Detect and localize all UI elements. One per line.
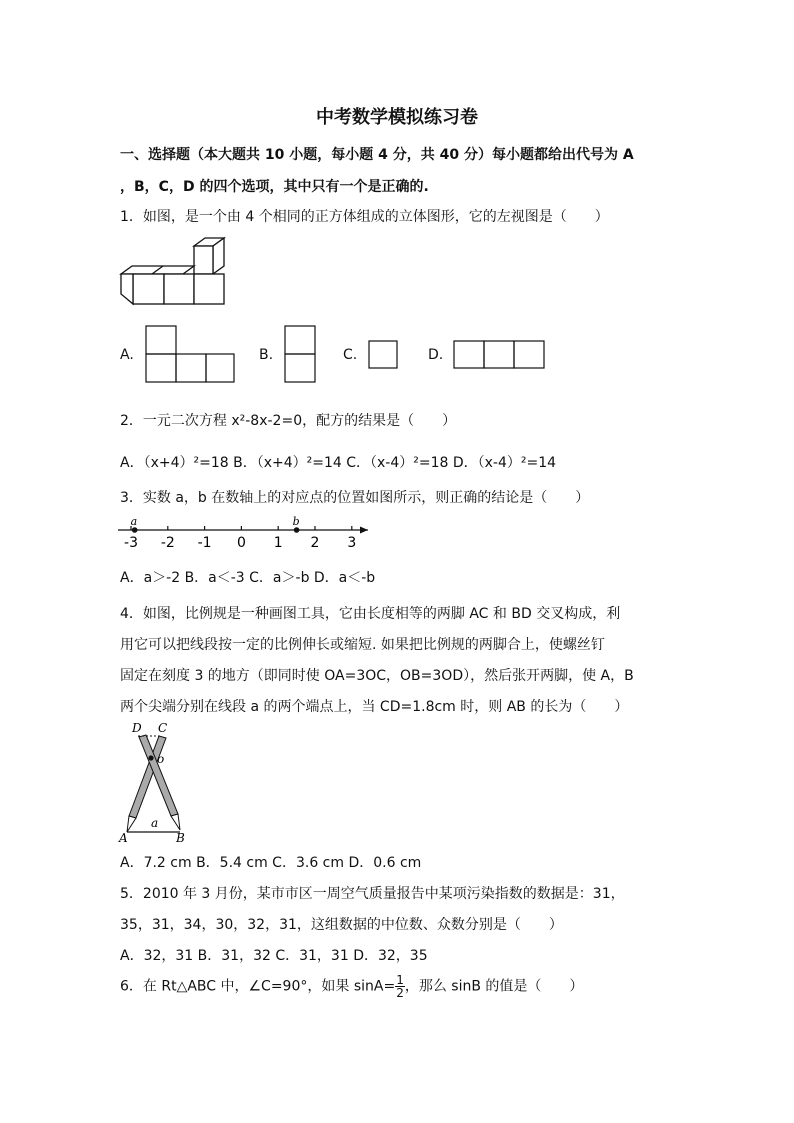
page-title: 中考数学模拟练习卷 (316, 107, 478, 128)
question-3-options: A．a＞-2 B．a＜-3 C．a＞-b D．a＜-b (120, 570, 376, 586)
number-line-tick-label: 0 (236, 535, 246, 551)
number-line-tick-label: 2 (310, 535, 320, 551)
question-1-stem: 1．如图，是一个由 4 个相同的正方体组成的立体图形，它的左视图是（ ） (120, 209, 609, 225)
number-line-point-b (294, 527, 300, 533)
label-o: o (157, 752, 165, 766)
question-1-option-b-figure (283, 324, 317, 384)
question-6-suffix: ，那么 sinB 的值是（ ） (404, 978, 584, 995)
question-5-line2: 35，31，34，30，32，31，这组数据的中位数、众数分别是（ ） (120, 917, 563, 933)
question-2-stem: 2．一元二次方程 x²-8x-2=0，配方的结果是（ ） (120, 413, 457, 429)
question-1-option-a-label: A. (120, 347, 134, 363)
fraction-numerator: 1 (396, 973, 404, 987)
label-b: B (176, 831, 185, 845)
fraction-denominator: 2 (396, 986, 404, 1000)
question-4-line3: 固定在刻度 3 的地方（即同时使 OA=3OC，OB=3OD），然后张开两脚，使 A，B (120, 668, 634, 684)
question-3-stem: 3．实数 a，b 在数轴上的对应点的位置如图所示，则正确的结论是（ ） (120, 490, 590, 506)
label-d: D (132, 721, 142, 735)
question-1-option-a-figure (144, 324, 236, 384)
divider-tip-b (171, 814, 180, 830)
question-1-option-d-figure (453, 340, 547, 370)
question-6-stem (120, 974, 583, 999)
question-6-prefix: 6．在 Rt△ABC 中，∠C=90°，如果 sinA= (120, 978, 396, 995)
divider-tip-a (127, 816, 136, 832)
label-a: A (119, 831, 128, 845)
question-1-option-d-label: D. (428, 347, 444, 363)
section-heading-line2: ，B，C，D 的四个选项，其中只有一个是正确的. (120, 179, 429, 195)
number-line-tick-label: -3 (124, 535, 138, 551)
label-a-segment: a (151, 816, 159, 830)
question-5-options: A．32，31 B．31，32 C．31，31 D．32，35 (120, 948, 428, 964)
number-line-point-label-a: a (130, 515, 138, 528)
question-4-line2: 用它可以把线段按一定的比例伸长或缩短. 如果把比例规的两脚合上，使螺丝钉 (120, 637, 605, 653)
question-4-options: A．7.2 cm B．5.4 cm C．3.6 cm D．0.6 cm (120, 855, 422, 871)
section-heading-line1: 一、选择题（本大题共 10 小题，每小题 4 分，共 40 分）每小题都给出代号为 A (120, 147, 634, 163)
label-c: C (158, 721, 168, 735)
number-line-arrow (360, 527, 368, 534)
question-1-option-c-label: C. (343, 347, 358, 363)
pivot-screw-o (148, 755, 153, 760)
number-line-point-label-b: b (292, 515, 300, 528)
number-line-tick-label: 3 (347, 535, 357, 551)
number-line-tick-label: -1 (197, 535, 212, 551)
number-line-tick-label: -2 (160, 535, 175, 551)
question-2-options: A．（x+4）²=18 B．（x+4）²=14 C．（x-4）²=18 D．（x-4）²=14 (120, 455, 557, 471)
question-1-option-b-label: B. (259, 347, 274, 363)
question-4-line1: 4．如图，比例规是一种画图工具，它由长度相等的两脚 AC 和 BD 交叉构成，利 (120, 606, 621, 622)
question-1-solid-figure (118, 236, 228, 308)
fraction (395, 974, 405, 999)
number-line-tick-label: 1 (273, 535, 283, 551)
question-4-proportional-divider-figure (116, 720, 192, 844)
question-4-line4: 两个尖端分别在线段 a 的两个端点上，当 CD=1.8cm 时，则 AB 的长为（ ） (120, 699, 629, 715)
number-line-point-a (132, 527, 138, 533)
question-5-line1: 5．2010 年 3 月份，某市市区一周空气质量报告中某项污染指数的数据是：31， (120, 886, 625, 902)
question-3-number-line (118, 515, 370, 553)
question-1-option-c-figure (368, 340, 400, 370)
